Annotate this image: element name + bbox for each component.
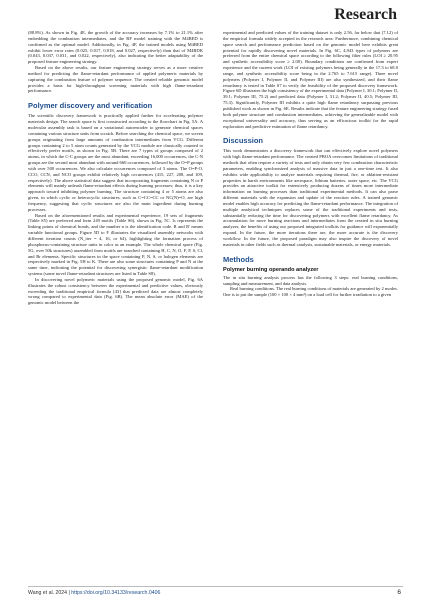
- paragraph: (88.8%). As shown in Fig. 4E, the growth of the accuracy increases by 7.1% to 21.1% after embedding the combustion intermediates, and the RF model training with the M4BED is confirmed as the optimal model. Additionally, in Fig. 4F, the trained models using M4BED exhibit lower error rates (0.025, 0.017, 0.018, and 0.027, respectively) than that of M4RDK (0.043, 0.037, 0.031, and 0.022, respectively), also indicating the better adaptability of the proposed feature engineering strategy.: [28, 30, 203, 65]
- paragraph: In discovering novel polymeric materials using the proposed genomic model, Fig. 6A illustrates the robust consistency between the experimental and predictive values, obviously exceeding the traditional empirical formula [43] that predicted data are almost completely wrong compared to experimental data (Fig. 6B). The mean absolute error (MAE) of the genomic model between the: [28, 276, 203, 306]
- paragraph: The in situ burning analysis process has the following 3 steps: real burning conditions, sampling and measurement, and data analysis.: [223, 274, 398, 286]
- section-heading: Polymer discovery and verification: [28, 101, 153, 111]
- right-column: [223, 30, 398, 298]
- page-number: 6: [397, 589, 401, 596]
- subsection-heading: Polymer burning operando analyzer: [223, 266, 319, 273]
- footer-divider: [28, 586, 403, 587]
- doi-link[interactable]: https://doi.org/10.34133/research.0406: [71, 590, 161, 596]
- section-heading: Methods: [223, 254, 254, 264]
- paragraph: experimental and predicted values of the training dataset is only 2.56, far below that (7.12) of the empirical formula widely accepted in the research area. Furthermore, combining chemical space search and performance prediction based on the genomic model here exhibits great potential for rapidly discovering novel materials. In Fig. 6C, 4,943 types of polymers are preferred from the entire chemical space according to the following filter rules (LOI ≥ 20.95 and synthetic accessibility score ≥ 2.00). Boundary conditions are confirmed from expert experience and the current work (LOI of existing polymers being generally in the 17.3 to 68.0 range, and synthetic accessibility score being in the 2.765 to 7.615 range). Three novel polymers (Polymer I, Polymer II, and Polymer III) are also synthesized, and their flame retardancy is tested in Table S7 to verify the feasibility of the proposed discovery framework. Figure 6D illustrates the high consistency of the experimental data (Polymer I, 30.1; Polymer II, 39.1; Polymer III, 75.2) and predicted data (Polymer I, 31.2; Polymer II, 40.5; Polymer III, 75.3). Significantly, Polymer III exhibits a quite high flame retardancy surpassing previous published work as shown in Fig. 6E. Results indicate that the feature engineering strategy fused both polymer structure and combustion intermediates, achieving the generalizable model with exceptional universality and accuracy, thus serving as an efficacious toolkit for the rapid exploration and predictive estimation of flame retardancy.: [223, 30, 398, 129]
- paragraph: The scientific discovery framework is practically applied further for accelerating polymer materials design. The search space is first constructed according to the flowchart in Fig. 5A. A molecular assembly task is based on a variational autoencoder to generate chemical spaces containing various structure units from scratch. Before searching the chemical space, we screen groups originating from large amounts of combustion intermediates from VCG. Different groups containing 2 to 5 atom counts generated by the VCG module are classically counted to effectively prefer motifs, as shown in Fig. 5B. There are 7 types of groups composed of 2 atoms, in which the C-C groups are the most abundant, exceeding 16,000 occurrences, the C-N groups are the second most abundant with around 660 occurrences, followed by the O=P groups with over 500 occurrences. We also calculate occurrences composed of 3 atoms. The O=P-O, CCO, CCN, and NCO groups exhibit relatively high occurrences (415, 227, 208, and 109, respectively). The above statistical data suggest that incorporating fragments containing N or P elements will mainly unleash flame-retardant effects during burning processes; thus, it is a key approach toward inhibiting polymer burning. The structure containing 4 or 5 atoms are also given, in which cyclic or heterocyclic structures, such as C=CC=CC or NC(N)=O, are high frequency, suggesting that cyclic structures are also the main ingredient during burning processes.: [28, 113, 203, 212]
- paragraph: This work demonstrates a discovery framework that can effectively explore novel polymers with high flame-retardant performance. The created PBOA overcomes limitations of traditional methods that often require a variety of tests and only obtain very few combustion characteristic parameters, enabling synchronized analysis of massive data in just a one-time test. It also exhibits wide applicability to analyze materials requiring thermal, fire, or ablation-resistant properties in harsh environments like aerospace, lithium batteries, outer space, etc. The VCG provides an attractive toolkit for extensively producing dozens of times more intermediate information on burning processes than traditional experimental methods. It can also parse different materials with the expansion and update of the reaction rules. A trained genomic model enables high accuracy for predicting the flame-retardant performance. The integration of multiple analytical techniques replaces some of the traditional experiments and tests, substantially reducing the time for discovering polymers with excellent flame retardancy. As accumulation for more burning reactions and intermediates from the created in situ burning analyzer, the benefits of using our proposed integrated toolkits for guidance will exponentially expand. In the future, the more iterations there are, the more accurate is the discovery workflow. In the future, the proposed paradigm may also inspire the discovery of novel materials in other fields such as thermal catalysis, sustainable materials, or energy materials.: [223, 148, 398, 247]
- left-column: [28, 30, 203, 306]
- citation-text: Wang et al. 2024 |: [28, 590, 72, 596]
- section-heading: Discussion: [223, 136, 264, 146]
- journal-name: Research: [334, 6, 397, 23]
- paragraph: Based on the above results, our feature engineering strategy serves as a more creative method for predicting the flame-retardant performance of applied polymeric materials by capturing the combustion feature of polymer sequence. The created reliable genomic model provides a basis for high-throughput screening materials with high flame-retardant performance.: [28, 65, 203, 94]
- footer-citation: [28, 590, 160, 596]
- paragraph: Real burning conditions. The real burning conditions of materials are generated by 2 modes. One is to put the sample (100 × 100 × 4 mm³) on a load cell for further irradiation to a given: [223, 286, 398, 298]
- paragraph: Based on the aforementioned results and experimental experience, 19 sets of fragments (Table S5) are preferred and form 249 motifs (Table S6), shown in Fig. 5C. Iₙ represents the linking points of chemical bonds, and the number n is the identification code. R and R' means variable functional groups. Figure 5D to F illustrates the visualized assembly networks with different iteration counts (N_iter = 4, 16, or 64), highlighting the formation process of phosphorus-containing structure units in color as an example. The whole chemical space (Fig. 5G, over 50k structures) assembled from motifs are searched containing H, C, N, O, F, P, S, Cl, and Br elements. Specific structures in the space containing P, N, S, or halogen elements are respectively marked in Fig. 5H to K. There are also some structures containing P and N at the same time, indicating the potential for discovering synergistic flame-retardant modification systems (some novel flame-retardant structures are listed in Table S8).: [28, 212, 203, 277]
